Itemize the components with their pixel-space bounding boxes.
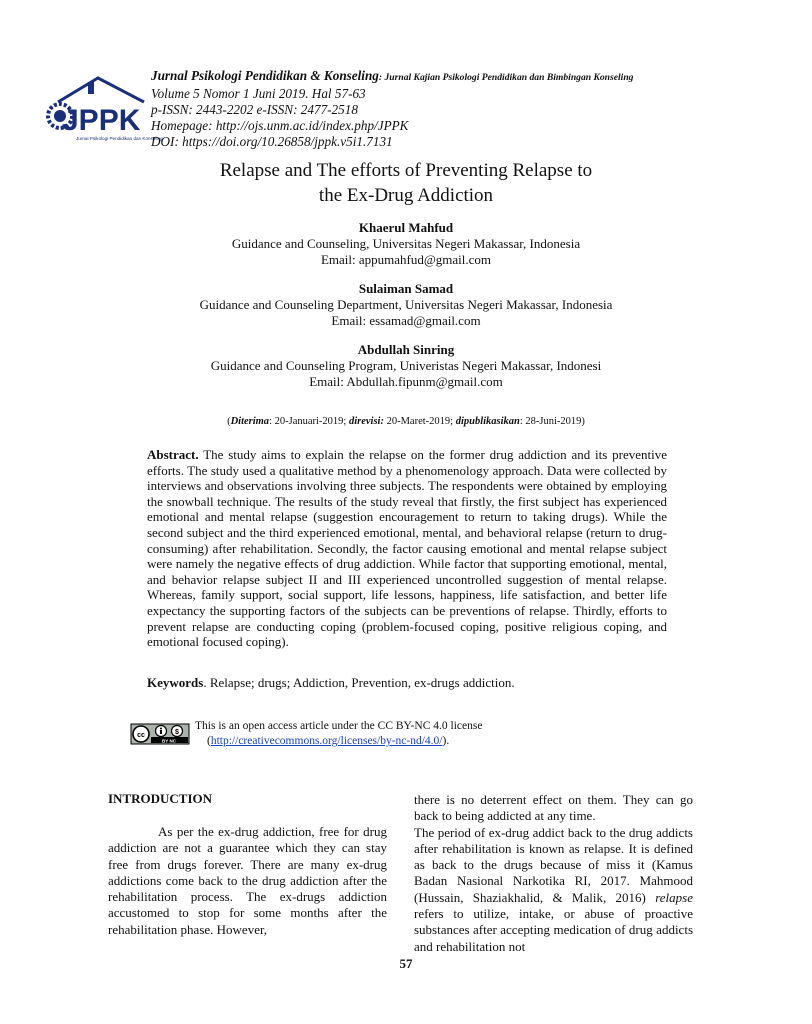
journal-homepage: Homepage: http://ojs.unm.ac.id/index.php/JPPK	[151, 118, 409, 133]
relapse-term: relapse	[655, 889, 693, 905]
received-label: Diterima	[230, 416, 270, 427]
author-email: Email: appumahfud@gmail.com	[320, 252, 492, 267]
title-line-1: Relapse and The efforts of Preventing Relapse to	[219, 160, 593, 181]
publication-dates: (Diterima: 20-Januari-2019; direvisi: 20-Maret-2019; dipublikasikan: 28-Juni-2019)	[227, 416, 585, 427]
journal-doi: DOI: https://doi.org/10.26858/jppk.v5i1.7131	[151, 134, 393, 149]
abstract-text: The study aims to explain the relapse on the former drug addiction and its preventive efforts. The study used a qualitative method by a phenomenology approach. Data were collected by interviews and observations involving three subjects. The respondents were obtained by employing the snowball technique. The results of the study reveal that firstly, the first subject has experienced emotional and mental relapse (suggestion encouragement to return to taking drugs). While the second subject and the third experienced emotional, mental, and behavioral relapse (return to drug-consuming) after rehabilitation. Secondly, the factor causing emotional and mental relapse subject were namely the negative effects of drug addiction. While factor that supporting emotional, mental, and behavior relapse subject II and III experienced uncontrolled suggestion of mental relapse. Whereas, family support, social support, life lessons, happiness, life satisfaction, and better life expectancy the supporting factors of the subjects can be preventions of relapse. Thirdly, efforts to prevent relapse are conducting coping (problem-focused coping, positive religious coping, and emotional focused coping).	[147, 447, 667, 650]
published-label: dipublikasikan	[455, 416, 520, 427]
journal-logo	[40, 70, 163, 150]
svg-text:cc: cc	[137, 732, 145, 739]
author-name: Khaerul Mahfud	[358, 220, 454, 235]
author-affiliation: Guidance and Counseling Department, Universitas Negeri Makassar, Indonesia	[199, 297, 613, 312]
author-block-1	[0, 220, 812, 268]
journal-volume: Volume 5 Nomor 1 Juni 2019. Hal 57-63	[151, 86, 366, 101]
license-line-1: This is an open access article under the CC BY-NC 4.0 license	[195, 720, 483, 732]
article-title	[0, 158, 812, 208]
non-commercial-icon	[172, 726, 183, 737]
journal-title: Jurnal Psikologi Pendidikan & Konseling	[151, 68, 379, 83]
license-text: This is an open access article under the CC BY-NC 4.0 license (http://creativecommons.org/licenses/by-nc-nd/4.0/).	[195, 719, 675, 749]
section-heading-introduction: INTRODUCTION	[108, 791, 213, 806]
author-email: Email: Abdullah.fipunm@gmail.com	[309, 374, 503, 389]
abstract	[147, 447, 667, 650]
journal-issn: p-ISSN: 2443-2202 e-ISSN: 2477-2518	[151, 102, 358, 117]
title-line-2: the Ex-Drug Addiction	[318, 185, 494, 206]
badge-text: BY NC	[162, 738, 176, 744]
page-number: 57	[399, 956, 413, 971]
svg-text:$: $	[175, 729, 179, 736]
logo-text: JPPK	[62, 104, 141, 137]
right-paragraph-1: there is no deterrent effect on them. They can go back to being addicted at any time.	[414, 792, 693, 824]
author-name: Abdullah Sinring	[357, 342, 455, 357]
house-roof-icon	[58, 78, 144, 102]
license-link[interactable]: http://creativecommons.org/licenses/by-nc-nd/4.0/	[210, 735, 443, 747]
author-email: Email: essamad@gmail.com	[331, 313, 481, 328]
received-date: : 20-Januari-2019;	[269, 416, 349, 427]
author-affiliation: Guidance and Counseling, Universitas Negeri Makassar, Indonesia	[231, 236, 581, 251]
keywords	[147, 675, 667, 691]
author-name: Sulaiman Samad	[358, 281, 454, 296]
journal-subtitle: : Jurnal Kajian Psikologi Pendidikan dan Bimbingan Konseling	[378, 72, 634, 83]
keywords-text: . Relapse; drugs; Addiction, Prevention, ex-drugs addiction.	[203, 675, 515, 690]
intro-paragraph: As per the ex-drug addiction, free for drug addiction are not a guarantee which they can stay free from drugs forever. There are many ex-drug addictions come back to the drug addiction after the rehabilitation process. The ex-drugs addiction accustomed to stop for some months after the rehabilitation phase. However,	[108, 824, 387, 937]
author-affiliation: Guidance and Counseling Program, Univeristas Negeri Makassar, Indonesi	[210, 358, 602, 373]
body-column-left	[108, 824, 387, 938]
creative-commons-icon	[133, 726, 149, 742]
revised-date: 20-Maret-2019;	[383, 416, 456, 427]
author-block-3	[0, 342, 812, 390]
keywords-label: Keywords	[147, 675, 204, 690]
cc-license-badge	[131, 724, 189, 744]
body-column-right	[414, 792, 693, 955]
author-block-2	[0, 281, 812, 329]
attribution-icon	[156, 726, 167, 737]
right-paragraph-2: The period of ex-drug addict back to the drug addicts after rehabilitation is known as relapse. It is defined as back to the drugs because of miss it (Kamus Badan Nasional Narkotika RI, 2017. Mahmood (Hussain, Shaziakhalid, & Malik, 2016) relapse refers to utilize, intake, or abuse of proactive substances after accepting medication of drug addicts and rehabilitation not	[414, 824, 693, 954]
abstract-label: Abstract.	[147, 447, 199, 462]
published-date: : 28-Juni-2019)	[519, 416, 585, 427]
logo-caption: Jurnal Psikologi Pendidikan dan Konseling	[76, 136, 163, 141]
revised-label: direvisi:	[348, 416, 384, 427]
journal-info	[151, 68, 751, 150]
